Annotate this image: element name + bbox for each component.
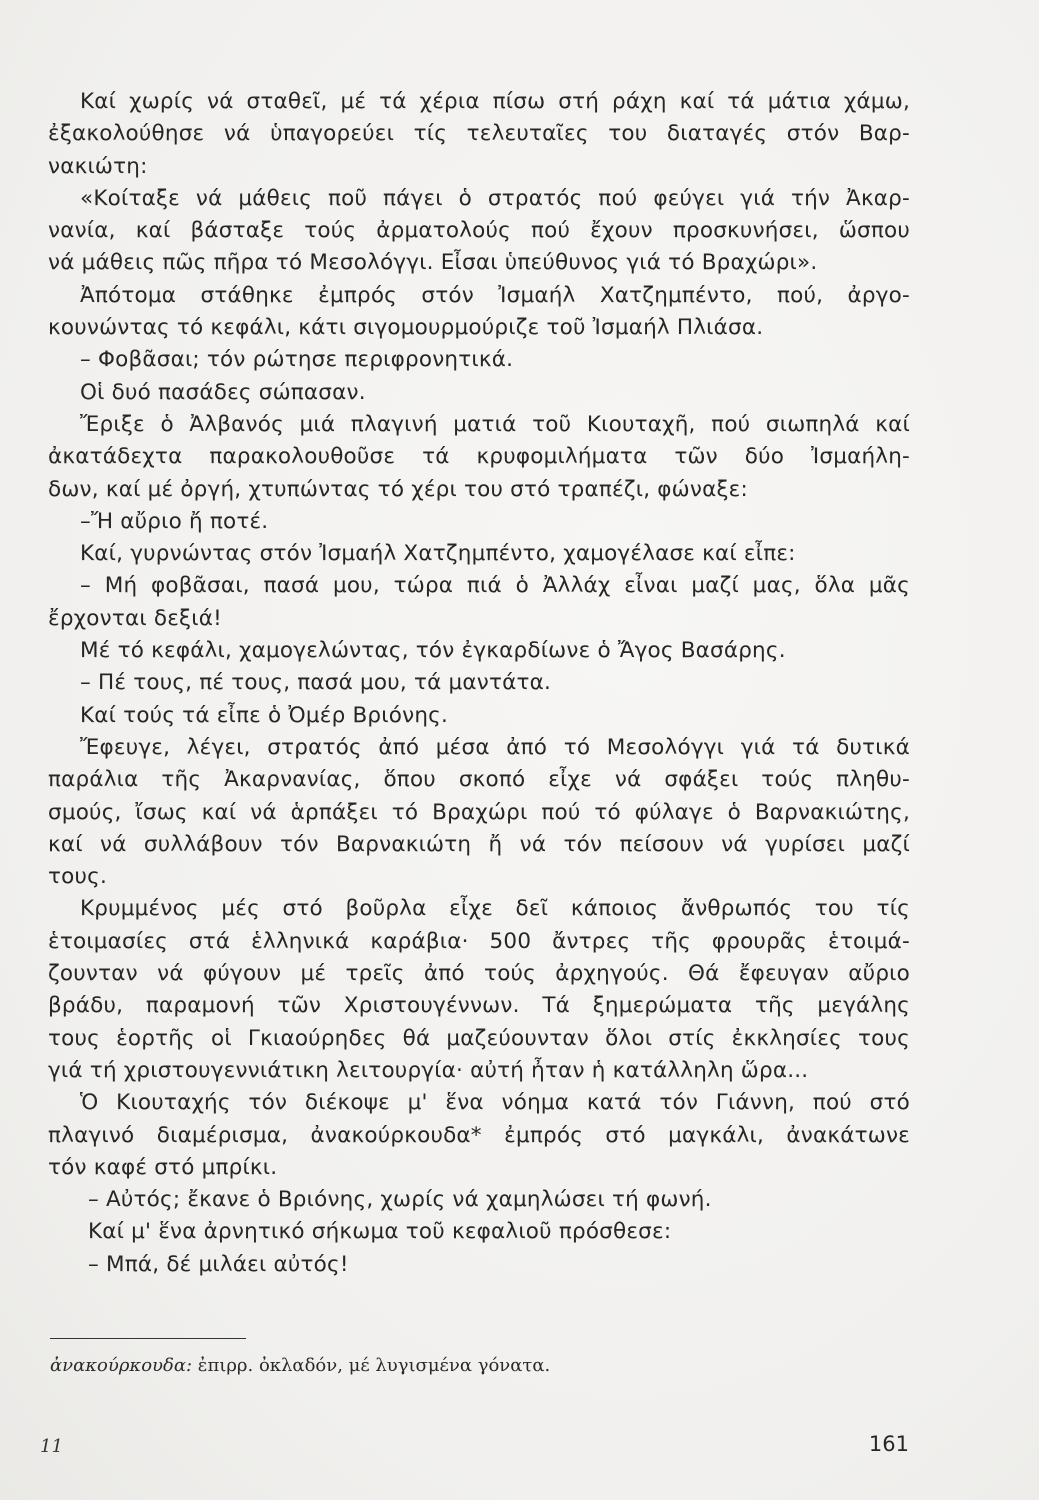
text-line: – Πέ τους, πέ τους, πασά μου, τά μαντάτα. [80,670,552,696]
text-line: νά μάθεις πῶς πῆρα τό Μεσολόγγι. Εἶσαι ὑπεύθυνος γιά τό Βραχώρι». [48,250,818,276]
text-line: – Μή φοβᾶσαι, πασά μου, τώρα πιά ὁ Ἀλλάχ εἶναι μαζί μας, ὅλα μᾶς [80,573,910,599]
text-line: τους ἑορτῆς οἱ Γκιαούρηδες θά μαζεύουνταν ὅλοι στίς ἐκκλησίες τους [48,1025,910,1051]
text-line: Ὁ Κιουταχής τόν διέκοψε μ' ἕνα νόημα κατά τόν Γιάννη, πού στό [80,1090,910,1116]
text-line: γιά τή χριστουγεννιάτικη λειτουργία· αὐτή ἦταν ἡ κατάλληλη ὥρα... [48,1057,809,1083]
text-line: – Φοβᾶσαι; τόν ρώτησε περιφρονητικά. [80,347,514,373]
page-number: 161 [868,1432,909,1456]
text-line: ἐξακολούθησε νά ὑπαγορεύει τίς τελευταῖες του διαταγές στόν Βαρ- [48,121,910,147]
text-line: τόν καφέ στό μπρίκι. [48,1154,278,1180]
text-line: βράδυ, παραμονή τῶν Χριστουγέννων. Τά ξημερώματα τῆς μεγάλης [48,993,910,1019]
text-line: Καί, γυρνώντας στόν Ἰσμαήλ Χατζημπέντο, χαμογέλασε καί εἶπε: [80,541,796,567]
text-line: Καί τούς τά εἶπε ὁ Ὀμέρ Βριόνης. [80,702,448,728]
text-line: Ἔριξε ὁ Ἀλβανός μιά πλαγινή ματιά τοῦ Κιουταχῆ, πού σιωπηλά καί [80,411,910,437]
text-line: Οἱ δυό πασάδες σώπασαν. [80,379,366,405]
text-line: Καί μ' ἕνα ἀρνητικό σήκωμα τοῦ κεφαλιοῦ πρόσθεσε: [88,1219,672,1245]
footnote-definition: ἐπιρρ. ὀκλαδόν, μέ λυγισμένα γόνατα. [192,1355,551,1376]
text-line: δων, καί μέ ὀργή, χτυπώντας τό χέρι του στό τραπέζι, φώναξε: [48,476,748,502]
footnote-separator [50,1338,246,1339]
text-line: – Αὐτός; ἔκανε ὁ Βριόνης, χωρίς νά χαμηλώσει τή φωνή. [88,1187,712,1213]
body-text [48,86,910,1281]
text-line: σμούς, ἴσως καί νά ἁρπάξει τό Βραχώρι πού τό φύλαγε ὁ Βαρνακιώτης, [48,799,910,825]
text-line: ἑτοιμασίες στά ἑλληνικά καράβια· 500 ἄντρες τῆς φρουρᾶς ἑτοιμά- [48,928,910,954]
text-line: – Μπά, δέ μιλάει αὐτός! [88,1251,349,1277]
text-line: «Κοίταξε νά μάθεις ποῦ πάγει ὁ στρατός πού φεύγει γιά τήν Ἀκαρ- [80,185,910,211]
text-line: Ἀπότομα στάθηκε ἐμπρός στόν Ἰσμαήλ Χατζημπέντο, πού, ἀργο- [80,282,910,308]
text-line: ἔρχονται δεξιά! [48,605,222,631]
printer-signature: 11 [40,1436,63,1457]
text-line: Καί χωρίς νά σταθεῖ, μέ τά χέρια πίσω στή ράχη καί τά μάτια χάμω, [80,89,910,114]
text-line: κουνώντας τό κεφάλι, κάτι σιγομουρμούριζε τοῦ Ἰσμαήλ Πλιάσα. [48,315,764,341]
text-line: τους. [48,864,107,890]
text-line: ζουνταν νά φύγουν μέ τρεῖς ἀπό τούς ἀρχηγούς. Θά ἔφευγαν αὔριο [48,961,910,987]
text-line: ἀκατάδεχτα παρακολουθοῦσε τά κρυφομιλήματα τῶν δύο Ἰσμαήλη- [48,444,910,470]
text-line: νανία, καί βάσταξε τούς ἀρματολούς πού ἔχουν προσκυνήσει, ὥσπου [48,218,910,244]
text-line: –Ἤ αὔριο ἤ ποτέ. [80,508,269,534]
text-line: Ἔφευγε, λέγει, στρατός ἀπό μέσα ἀπό τό Μεσολόγγι γιά τά δυτικά [80,734,910,760]
footnote-term: ἀνακούρκουδα: [50,1355,193,1376]
footnote [50,1355,550,1376]
text-line: νακιώτη: [48,153,148,179]
text-line: Κρυμμένος μές στό βοῦρλα εἶχε δεῖ κάποιος ἄνθρωπός του τίς [80,896,910,922]
text-line: καί νά συλλάβουν τόν Βαρνακιώτη ἤ νά τόν πείσουν νά γυρίσει μαζί [48,831,910,857]
text-line: πλαγινό διαμέρισμα, ἀνακούρκουδα* ἐμπρός στό μαγκάλι, ἀνακάτωνε [48,1122,910,1148]
text-line: Μέ τό κεφάλι, χαμογελώντας, τόν ἐγκαρδίωνε ὁ Ἄγος Βασάρης. [80,638,786,664]
text-line: παράλια τῆς Ἀκαρνανίας, ὅπου σκοπό εἶχε νά σφάξει τούς πληθυ- [48,767,910,793]
